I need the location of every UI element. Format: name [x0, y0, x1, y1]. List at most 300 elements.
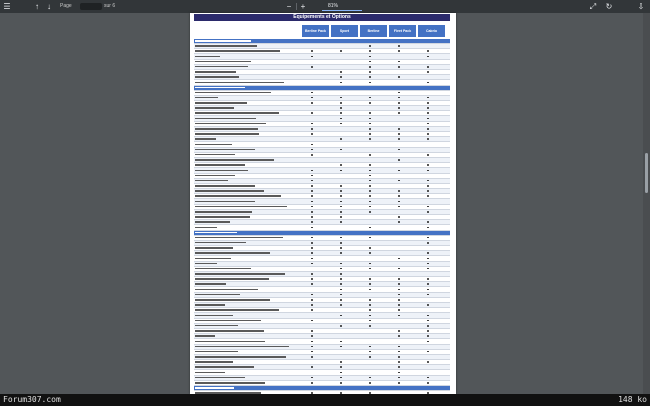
availability-mark: [311, 263, 313, 265]
row-label: [195, 256, 299, 260]
availability-mark: [369, 154, 371, 156]
row-label: [195, 215, 299, 219]
availability-mark: [398, 149, 400, 151]
row-label: [195, 179, 299, 183]
row-label: [195, 116, 299, 120]
availability-mark: [427, 128, 429, 130]
row-label: [195, 65, 299, 69]
availability-mark: [398, 195, 400, 197]
availability-mark: [398, 289, 400, 291]
availability-mark: [427, 71, 429, 73]
availability-mark: [398, 366, 400, 368]
availability-mark: [427, 97, 429, 99]
row-label: [195, 329, 299, 333]
row-label: [195, 91, 299, 95]
availability-mark: [427, 294, 429, 296]
availability-mark: [369, 97, 371, 99]
availability-mark: [369, 382, 371, 384]
availability-mark: [311, 330, 313, 332]
availability-mark: [340, 185, 342, 187]
page-down-icon[interactable]: ↓: [47, 2, 51, 11]
availability-mark: [311, 175, 313, 177]
row-label: [195, 225, 299, 229]
row-label: [195, 153, 299, 157]
row-label: [195, 101, 299, 105]
availability-mark: [311, 273, 313, 275]
availability-mark: [369, 346, 371, 348]
row-label: [195, 319, 299, 323]
zoom-underline: [322, 10, 362, 11]
availability-mark: [311, 258, 313, 260]
availability-mark: [427, 154, 429, 156]
availability-mark: [398, 112, 400, 114]
availability-mark: [311, 320, 313, 322]
availability-mark: [398, 138, 400, 140]
availability-mark: [340, 112, 342, 114]
availability-mark: [369, 351, 371, 353]
availability-mark: [398, 61, 400, 63]
availability-mark: [340, 299, 342, 301]
availability-mark: [398, 315, 400, 317]
availability-mark: [311, 92, 313, 94]
availability-mark: [398, 304, 400, 306]
availability-mark: [340, 346, 342, 348]
pdf-page: [190, 13, 456, 394]
availability-mark: [398, 190, 400, 192]
row-label: [195, 137, 299, 141]
availability-mark: [340, 102, 342, 104]
plus-icon[interactable]: +: [300, 2, 306, 11]
row-label: [195, 184, 299, 188]
availability-mark: [427, 123, 429, 125]
availability-mark: [340, 372, 342, 374]
availability-mark: [369, 76, 371, 78]
availability-mark: [369, 227, 371, 229]
availability-mark: [369, 82, 371, 84]
row-label: [195, 96, 299, 100]
availability-mark: [369, 175, 371, 177]
availability-mark: [398, 351, 400, 353]
availability-mark: [369, 206, 371, 208]
availability-mark: [340, 268, 342, 270]
row-label: [195, 324, 299, 328]
availability-mark: [427, 283, 429, 285]
availability-mark: [398, 97, 400, 99]
row-label: [195, 267, 299, 271]
row-label: [195, 174, 299, 178]
availability-mark: [427, 102, 429, 104]
availability-mark: [369, 71, 371, 73]
availability-mark: [369, 138, 371, 140]
site-name: Forum307.com: [3, 395, 61, 404]
availability-mark: [427, 268, 429, 270]
availability-mark: [427, 258, 429, 260]
availability-mark: [398, 309, 400, 311]
availability-mark: [311, 294, 313, 296]
availability-mark: [311, 206, 313, 208]
availability-mark: [369, 45, 371, 47]
availability-mark: [398, 128, 400, 130]
availability-mark: [311, 133, 313, 135]
availability-mark: [369, 283, 371, 285]
availability-mark: [369, 315, 371, 317]
availability-mark: [427, 50, 429, 52]
availability-mark: [398, 346, 400, 348]
availability-mark: [398, 170, 400, 172]
availability-mark: [311, 56, 313, 58]
availability-mark: [369, 195, 371, 197]
row-label: [195, 277, 299, 281]
availability-mark: [398, 294, 400, 296]
column-header: Fleet Pack: [389, 25, 416, 37]
availability-mark: [369, 252, 371, 254]
row-label: [195, 210, 299, 214]
row-label: [195, 308, 299, 312]
availability-mark: [398, 335, 400, 337]
availability-mark: [311, 382, 313, 384]
row-label: [195, 386, 299, 390]
availability-mark: [340, 377, 342, 379]
availability-mark: [398, 221, 400, 223]
availability-mark: [398, 268, 400, 270]
availability-mark: [311, 180, 313, 182]
availability-mark: [340, 170, 342, 172]
pdf-toolbar: [0, 0, 650, 13]
availability-mark: [340, 190, 342, 192]
page-label: Page: [60, 3, 72, 9]
row-label: [195, 205, 299, 209]
availability-mark: [369, 289, 371, 291]
availability-mark: [427, 330, 429, 332]
availability-mark: [398, 159, 400, 161]
availability-mark: [427, 377, 429, 379]
availability-mark: [340, 242, 342, 244]
row-label: [195, 163, 299, 167]
row-label: [195, 106, 299, 110]
availability-mark: [427, 278, 429, 280]
availability-mark: [398, 180, 400, 182]
availability-mark: [311, 237, 313, 239]
availability-mark: [311, 185, 313, 187]
row-label: [195, 231, 299, 235]
availability-mark: [398, 206, 400, 208]
availability-mark: [340, 107, 342, 109]
row-label: [195, 220, 299, 224]
availability-mark: [311, 366, 313, 368]
row-label: [195, 339, 299, 343]
row-label: [195, 262, 299, 266]
availability-mark: [311, 247, 313, 249]
availability-mark: [340, 221, 342, 223]
availability-mark: [398, 361, 400, 363]
row-label: [195, 111, 299, 115]
availability-mark: [340, 366, 342, 368]
availability-mark: [369, 102, 371, 104]
availability-mark: [340, 216, 342, 218]
row-label: [195, 122, 299, 126]
availability-mark: [311, 346, 313, 348]
availability-mark: [369, 377, 371, 379]
availability-mark: [340, 201, 342, 203]
availability-mark: [398, 92, 400, 94]
availability-mark: [427, 221, 429, 223]
availability-mark: [398, 330, 400, 332]
row-label: [195, 287, 299, 291]
availability-mark: [340, 273, 342, 275]
availability-mark: [369, 201, 371, 203]
row-label: [195, 75, 299, 79]
menu-icon[interactable]: ☰: [3, 2, 11, 11]
availability-mark: [427, 341, 429, 343]
availability-mark: [398, 76, 400, 78]
availability-mark: [340, 294, 342, 296]
availability-mark: [340, 82, 342, 84]
row-label: [195, 60, 299, 64]
availability-mark: [311, 144, 313, 146]
availability-mark: [369, 325, 371, 327]
availability-mark: [311, 112, 313, 114]
availability-mark: [340, 50, 342, 52]
row-label: [195, 127, 299, 131]
availability-mark: [398, 216, 400, 218]
row-label: [195, 298, 299, 302]
availability-mark: [311, 66, 313, 68]
availability-mark: [340, 237, 342, 239]
availability-mark: [369, 268, 371, 270]
availability-mark: [311, 154, 313, 156]
availability-mark: [427, 242, 429, 244]
availability-mark: [369, 133, 371, 135]
availability-mark: [311, 190, 313, 192]
availability-mark: [311, 356, 313, 358]
availability-mark: [369, 278, 371, 280]
availability-mark: [340, 304, 342, 306]
row-label: [195, 376, 299, 380]
availability-mark: [398, 278, 400, 280]
availability-mark: [311, 170, 313, 172]
row-label: [195, 142, 299, 146]
download-icon[interactable]: ⇩: [637, 2, 645, 11]
availability-mark: [369, 304, 371, 306]
file-size: 148 ko: [618, 395, 647, 404]
availability-mark: [427, 107, 429, 109]
availability-mark: [369, 112, 371, 114]
availability-mark: [427, 170, 429, 172]
availability-mark: [398, 356, 400, 358]
row-label: [195, 236, 299, 240]
availability-mark: [427, 335, 429, 337]
row-label: [195, 241, 299, 245]
availability-mark: [398, 102, 400, 104]
availability-mark: [398, 258, 400, 260]
availability-mark: [340, 123, 342, 125]
availability-mark: [340, 341, 342, 343]
availability-mark: [340, 206, 342, 208]
row-label: [195, 158, 299, 162]
availability-mark: [427, 304, 429, 306]
availability-mark: [427, 195, 429, 197]
availability-mark: [427, 351, 429, 353]
row-label: [195, 199, 299, 203]
page-total: sur 6: [104, 3, 116, 9]
row-label: [195, 246, 299, 250]
availability-mark: [398, 66, 400, 68]
availability-mark: [311, 102, 313, 104]
equipment-table: [194, 39, 450, 394]
row-label: [195, 39, 299, 43]
page-number-input[interactable]: [80, 3, 102, 10]
availability-mark: [311, 335, 313, 337]
availability-mark: [311, 195, 313, 197]
availability-mark: [369, 211, 371, 213]
row-label: [195, 54, 299, 58]
availability-mark: [398, 299, 400, 301]
availability-mark: [398, 382, 400, 384]
row-label: [195, 381, 299, 385]
availability-mark: [369, 128, 371, 130]
row-label: [195, 360, 299, 364]
minus-icon[interactable]: −: [286, 2, 292, 11]
availability-mark: [340, 247, 342, 249]
row-label: [195, 168, 299, 172]
rotate-icon[interactable]: ↻: [605, 2, 613, 11]
availability-mark: [427, 82, 429, 84]
availability-mark: [340, 149, 342, 151]
document-title: Equipements et Options: [194, 14, 450, 21]
availability-mark: [340, 315, 342, 317]
row-label: [195, 370, 299, 374]
availability-mark: [311, 50, 313, 52]
availability-mark: [311, 351, 313, 353]
availability-mark: [369, 356, 371, 358]
availability-mark: [398, 377, 400, 379]
availability-mark: [311, 221, 313, 223]
availability-mark: [311, 341, 313, 343]
availability-mark: [311, 227, 313, 229]
availability-mark: [369, 263, 371, 265]
availability-mark: [311, 201, 313, 203]
availability-mark: [369, 185, 371, 187]
availability-mark: [369, 56, 371, 58]
column-header: Berline: [360, 25, 387, 37]
row-label: [195, 355, 299, 359]
row-label: [195, 293, 299, 297]
row-label: [195, 148, 299, 152]
availability-mark: [340, 118, 342, 120]
column-header: Sport: [331, 25, 358, 37]
availability-mark: [369, 320, 371, 322]
availability-mark: [340, 361, 342, 363]
availability-mark: [398, 133, 400, 135]
availability-mark: [398, 107, 400, 109]
availability-mark: [311, 299, 313, 301]
availability-mark: [311, 377, 313, 379]
availability-mark: [340, 164, 342, 166]
availability-mark: [427, 289, 429, 291]
availability-mark: [427, 315, 429, 317]
availability-mark: [427, 211, 429, 213]
availability-mark: [311, 128, 313, 130]
availability-mark: [369, 170, 371, 172]
availability-mark: [311, 283, 313, 285]
availability-mark: [311, 252, 313, 254]
availability-mark: [427, 66, 429, 68]
availability-mark: [427, 263, 429, 265]
availability-mark: [427, 382, 429, 384]
row-label: [195, 272, 299, 276]
availability-mark: [311, 149, 313, 151]
availability-mark: [340, 252, 342, 254]
row-label: [195, 70, 299, 74]
row-label: [195, 282, 299, 286]
availability-mark: [427, 325, 429, 327]
row-label: [195, 80, 299, 84]
availability-mark: [369, 123, 371, 125]
availability-mark: [340, 263, 342, 265]
row-label: [195, 350, 299, 354]
availability-mark: [427, 237, 429, 239]
availability-mark: [340, 382, 342, 384]
availability-mark: [340, 97, 342, 99]
row-label: [195, 365, 299, 369]
availability-mark: [427, 361, 429, 363]
scrollbar[interactable]: [643, 13, 650, 394]
availability-mark: [311, 242, 313, 244]
availability-mark: [369, 299, 371, 301]
availability-mark: [427, 227, 429, 229]
zoom-value[interactable]: 81%: [328, 3, 339, 9]
availability-mark: [369, 164, 371, 166]
availability-mark: [311, 216, 313, 218]
availability-mark: [398, 372, 400, 374]
fit-page-icon[interactable]: ⤢: [589, 2, 597, 11]
availability-mark: [369, 50, 371, 52]
row-label: [195, 194, 299, 198]
availability-mark: [427, 180, 429, 182]
row-label: [195, 86, 299, 90]
availability-mark: [427, 56, 429, 58]
availability-mark: [340, 325, 342, 327]
availability-mark: [311, 278, 313, 280]
scrollbar-thumb[interactable]: [645, 153, 648, 193]
availability-mark: [340, 195, 342, 197]
availability-mark: [311, 309, 313, 311]
row-label: [195, 251, 299, 255]
availability-mark: [340, 283, 342, 285]
availability-mark: [311, 211, 313, 213]
column-header: Berline Pack: [302, 25, 329, 37]
availability-mark: [340, 211, 342, 213]
availability-mark: [427, 112, 429, 114]
availability-mark: [427, 252, 429, 254]
availability-mark: [398, 50, 400, 52]
availability-mark: [427, 138, 429, 140]
row-label: [195, 49, 299, 53]
availability-mark: [369, 118, 371, 120]
availability-mark: [427, 185, 429, 187]
availability-mark: [427, 133, 429, 135]
page-up-icon[interactable]: ↑: [35, 2, 39, 11]
availability-mark: [369, 237, 371, 239]
availability-mark: [340, 289, 342, 291]
availability-mark: [427, 206, 429, 208]
availability-mark: [369, 247, 371, 249]
availability-mark: [340, 138, 342, 140]
availability-mark: [311, 97, 313, 99]
availability-mark: [398, 45, 400, 47]
availability-mark: [369, 309, 371, 311]
availability-mark: [369, 180, 371, 182]
